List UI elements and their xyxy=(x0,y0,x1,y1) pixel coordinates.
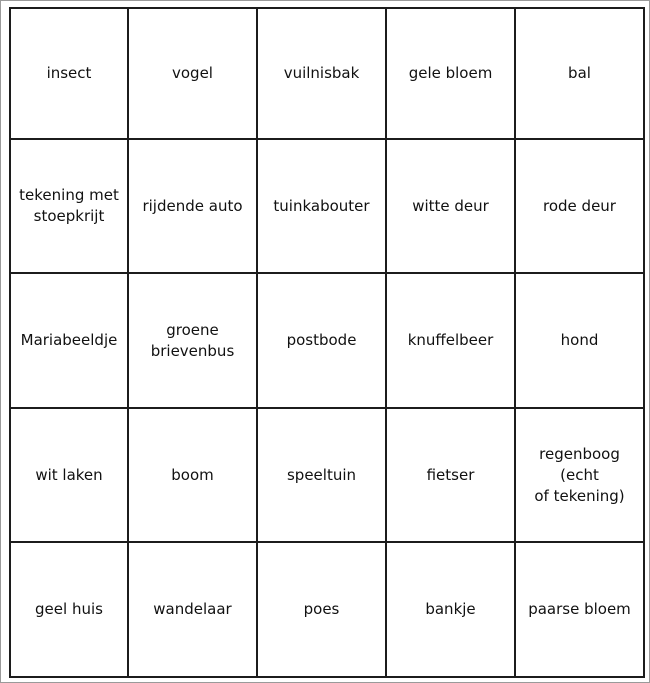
bingo-cell: Mariabeeldje xyxy=(9,274,129,409)
bingo-cell: paarse bloem xyxy=(516,543,645,678)
bingo-cell: poes xyxy=(258,543,387,678)
bingo-cell: knuffelbeer xyxy=(387,274,516,409)
bingo-cell: geel huis xyxy=(9,543,129,678)
bingo-cell: hond xyxy=(516,274,645,409)
bingo-cell: wit laken xyxy=(9,409,129,543)
bingo-cell: witte deur xyxy=(387,140,516,274)
bingo-cell: tuinkabouter xyxy=(258,140,387,274)
bingo-cell: insect xyxy=(9,7,129,140)
bingo-cell: bankje xyxy=(387,543,516,678)
bingo-cell: boom xyxy=(129,409,258,543)
bingo-cell: postbode xyxy=(258,274,387,409)
bingo-cell: rijdende auto xyxy=(129,140,258,274)
bingo-cell: speeltuin xyxy=(258,409,387,543)
bingo-cell: tekening met stoepkrijt xyxy=(9,140,129,274)
bingo-cell: fietser xyxy=(387,409,516,543)
bingo-cell: regenboog (echt of tekening) xyxy=(516,409,645,543)
bingo-cell: bal xyxy=(516,7,645,140)
bingo-cell: rode deur xyxy=(516,140,645,274)
bingo-cell: vuilnisbak xyxy=(258,7,387,140)
bingo-cell: groene brievenbus xyxy=(129,274,258,409)
bingo-cell: gele bloem xyxy=(387,7,516,140)
bingo-cell: wandelaar xyxy=(129,543,258,678)
bingo-cell: vogel xyxy=(129,7,258,140)
